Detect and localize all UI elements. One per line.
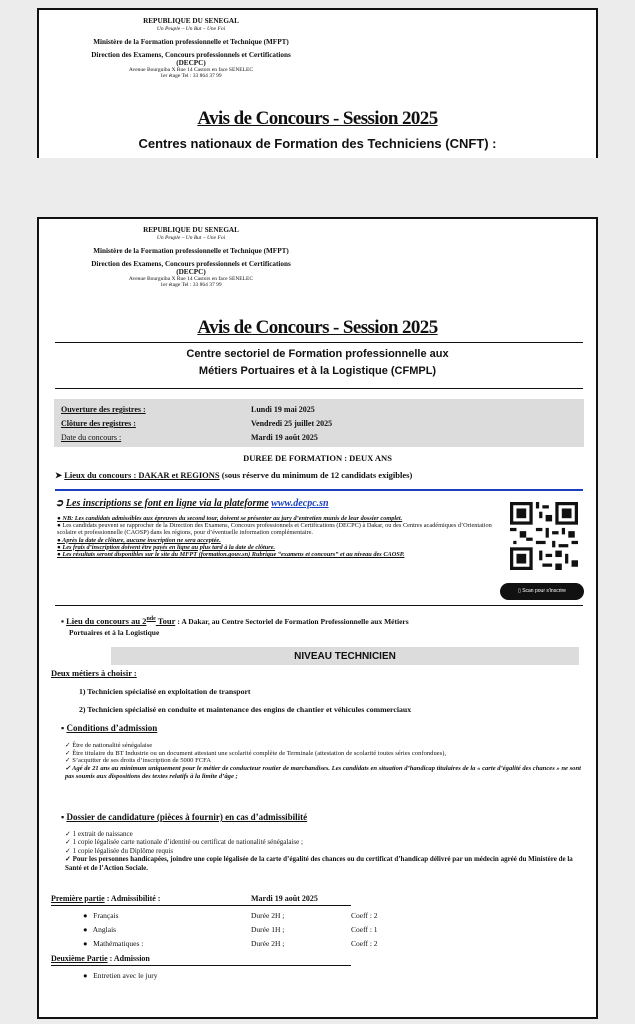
check-icon: ✓ (65, 765, 72, 773)
ouverture-value: Lundi 19 mai 2025 (251, 405, 315, 414)
document-page-2 (37, 217, 598, 1019)
epreuve-anglais-duree: Durée 1H ; (251, 925, 285, 934)
niveau-title: NIVEAU TECHNICIEN (294, 651, 396, 662)
letterhead (91, 226, 291, 288)
cloture-label: Clôture des registres : (61, 419, 136, 428)
epreuve-maths-duree: Durée 2H ; (251, 939, 285, 948)
check-icon: ✓ (65, 757, 73, 765)
republic-label: REPUBLIQUE DU SENEGAL (143, 17, 239, 25)
epreuve-anglais: ● Anglais (83, 925, 117, 934)
note-item: ● Les candidats peuvent se rapprocher de la Direction des Examens, Concours professionnels et Certifications (DECPC) à Dakar, ou des Centres académiques d’Orientation scolaire et professionnelle (CAOSP) dans les régions, pour d’éventuelle information complémentaire. (57, 522, 492, 537)
ministry-label: Ministère de la Formation professionnelle et Technique (MFPT) (93, 38, 289, 46)
bullet-arrow-icon: ➤ (55, 470, 65, 480)
centre-title-line2: Métiers Portuaires et à la Logistique (CFMPL) (198, 365, 437, 377)
address-label: Avenue Bourguiba X Rue 14 Castors en face SENELEC (128, 276, 254, 282)
dossier-label: ▪ Dossier de candidature (pièces à fournir) en cas d’admissibilité (61, 812, 308, 822)
phone-label: 1er étage Tel : 33 864 37 99 (160, 282, 222, 288)
ouverture-label: Ouverture des registres : (61, 405, 146, 414)
condition-item: ✓ Être de nationalité sénégalaise (65, 742, 153, 749)
letterhead (91, 17, 291, 79)
epreuve-anglais-coeff: Coeff : 1 (351, 925, 378, 934)
check-icon: ✓ (65, 830, 73, 838)
condition-item: ✓ S’acquitter de ses droits d’inscription de 5000 FCFA (65, 757, 212, 765)
scan-button[interactable]: ▯ Scan pour s'inscrire (500, 583, 584, 600)
entretien-item: ● Entretien avec le jury (83, 971, 158, 980)
document-page-1 (37, 8, 598, 158)
condition-item: ✓ Agé de 21 ans au minimum uniquement pour le métier de conducteur routier de marchandises. Les candidats en situation d’handicap titulaires de la « carte d’égalité des chances » ne sont pas soumis aux dispositions des textes relatifs à la limite d’âge ; (65, 765, 581, 780)
phone-icon: ▯ (518, 588, 523, 594)
epreuve-maths: ● Mathématiques : (83, 939, 144, 948)
dossier-item: ✓ 1 extrait de naissance (65, 830, 133, 838)
check-icon: ✓ (65, 846, 73, 855)
lieux-note: (sous réserve du minimum de 12 candidats exigibles) (221, 470, 413, 480)
cloture-value: Vendredi 25 juillet 2025 (251, 419, 333, 428)
direction-label: Direction des Examens, Concours professionnels et Certifications (DECPC) (91, 260, 291, 276)
inscriptions-line: ➲ Les inscriptions se font en ligne via la plateforme www.decpc.sn (55, 498, 329, 509)
epreuve-francais-duree: Durée 2H ; (251, 911, 285, 920)
check-icon: ✓ (65, 742, 73, 749)
check-icon: ✓ (65, 838, 73, 847)
metier-item-1: 1) Technicien spécialisé en exploitation de transport (79, 687, 251, 696)
divider (55, 388, 583, 389)
republic-label: REPUBLIQUE DU SENEGAL (143, 226, 239, 234)
blue-divider (55, 489, 583, 491)
check-icon: ✓ (65, 855, 73, 864)
bullet-icon: ▪ (61, 615, 67, 626)
direction-label: Direction des Examens, Concours professionnels et Certifications (DECPC) (91, 51, 291, 67)
epreuve-maths-coeff: Coeff : 2 (351, 939, 378, 948)
divider (51, 965, 351, 966)
cnft-title: Centres nationaux de Formation des Techniciens (CNFT) : (138, 136, 497, 151)
lieu-second-tour-line2: Portuaires et à la Logistique (69, 628, 160, 637)
dossier-item: ✓ Pour les personnes handicapées, joindre une copie légalisée de la carte d’égalité des chances ou du certificat d’handicap délivré par un médecin agréé du Ministère de la Santé et de l’Action Sociale. (65, 855, 573, 872)
national-motto: Un Peuple – Un But – Une Foi (156, 26, 226, 32)
ministry-label: Ministère de la Formation professionnelle et Technique (MFPT) (93, 247, 289, 255)
decpc-link[interactable]: www.decpc.sn (271, 498, 329, 509)
check-icon: ✓ (65, 749, 73, 757)
bullet-icon: ▪ (61, 723, 67, 733)
note-item: ● Après la date de clôture, aucune inscription ne sera acceptée. (57, 536, 221, 544)
date-concours-label: Date du concours : (61, 433, 122, 442)
avis-title: Avis de Concours - Session 2025 (197, 317, 438, 338)
divider (55, 342, 583, 343)
dossier-item: ✓ 1 copie légalisée carte nationale d’identité ou certificat de nationalité sénégalaise ; (65, 838, 303, 847)
notes-list (57, 515, 495, 558)
condition-item: ✓ Être titulaire du BT Industrie ou un document attestant une scolarité complète de Terminale (attestation de scolarité toutes séries confondues), (65, 749, 447, 757)
bullet-icon: ▪ (61, 812, 67, 822)
metier-item-2: 2) Technicien spécialisé en conduite et maintenance des engins de chantier et véhicules commerciaux (79, 705, 412, 714)
phone-label: 1er étage Tel : 33 864 37 99 (160, 73, 222, 79)
metiers-label: Deux métiers à choisir : (51, 668, 137, 678)
duree-formation: DUREE DE FORMATION : DEUX ANS (243, 453, 392, 463)
lieu-second-tour: ▪ Lieu du concours au 2nde Tour : A Dakar, au Centre Sectoriel de Formation Professionnelle aux Métiers (61, 615, 409, 626)
arrow-circle-icon: ➲ (55, 498, 66, 509)
dossier-list (65, 830, 581, 872)
qr-code-icon[interactable] (510, 502, 578, 570)
partie1-label: Première partie : Admissibilité : (51, 894, 161, 903)
address-label: Avenue Bourguiba X Rue 14 Castors en face SENELEC (128, 67, 254, 73)
partie1-date: Mardi 19 août 2025 (251, 894, 318, 903)
epreuve-francais-coeff: Coeff : 2 (351, 911, 378, 920)
note-item: ● Les résultats seront disponibles sur le site du MFPT (formation.gouv.sn) Rubrique “examens et concours” et au niveau des CAOSP. (57, 551, 405, 559)
conditions-list (65, 742, 581, 781)
note-item: ● NB: Les candidats admissibles aux épreuves du second tour, doivent se présenter au jury d’entretien munis de leur dossier complet. (57, 515, 403, 522)
lieux-concours: ➤ Lieux du concours : DAKAR et REGIONS (sous réserve du minimum de 12 candidats exigibles) (55, 470, 413, 480)
divider (55, 605, 583, 606)
centre-title-line1: Centre sectoriel de Formation professionnelle aux (186, 348, 449, 360)
dossier-item: ✓ 1 copie légalisée du Diplôme requis (65, 846, 174, 855)
divider (51, 905, 351, 906)
note-item: ● Les frais d’inscription doivent être payés en ligne au plus tard à la date de clôture. (57, 543, 276, 551)
epreuve-francais: ● Français (83, 911, 119, 920)
national-motto: Un Peuple – Un But – Une Foi (156, 235, 226, 241)
conditions-label: ▪ Conditions d’admission (61, 723, 158, 733)
avis-title: Avis de Concours - Session 2025 (197, 108, 438, 129)
partie2-label: Deuxième Partie : Admission (51, 954, 150, 963)
date-concours-value: Mardi 19 août 2025 (251, 433, 318, 442)
